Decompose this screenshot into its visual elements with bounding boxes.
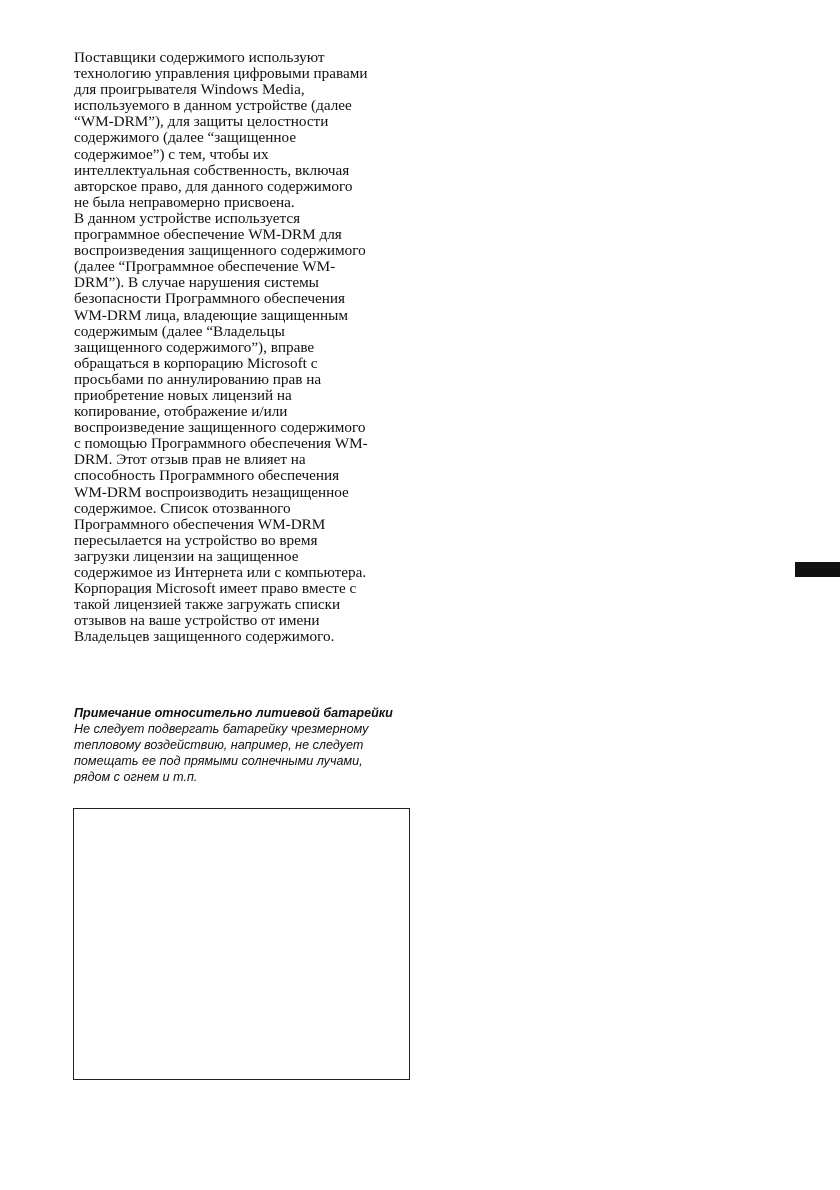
text-line: содержимое. Список отозванного [74, 499, 291, 517]
text-line: просьбами по аннулированию прав на [74, 370, 322, 388]
drm-paragraph [74, 50, 419, 645]
text-line: Владельцев защищенного содержимого. [74, 628, 335, 646]
text-line: DRM”). В случае нарушения системы [74, 274, 319, 292]
text-line: используемого в данном устройстве (далее [74, 97, 352, 115]
text-line: не была неправомерно присвоена. [74, 193, 295, 211]
text-line: защищенного содержимого”), вправе [74, 338, 315, 356]
text-line: Программного обеспечения WM-DRM [74, 515, 326, 533]
text-line: для проигрывателя Windows Media, [74, 81, 305, 99]
text-line: В данном устройстве используется [74, 209, 301, 227]
text-line: WM-DRM воспроизводить незащищенное [74, 483, 349, 501]
text-line: технологию управления цифровыми правами [74, 65, 368, 83]
text-line: DRM. Этот отзыв прав не влияет на [74, 451, 306, 469]
note-line: Не следует подвергать батарейку чрезмерному [74, 722, 369, 736]
section-tab-marker [795, 562, 840, 577]
text-line: приобретение новых лицензий на [74, 386, 292, 404]
text-line: содержимым (далее “Владельцы [74, 322, 285, 340]
text-line: Поставщики содержимого используют [74, 49, 325, 66]
text-line: содержимого (далее “защищенное [74, 129, 297, 147]
battery-note-body [74, 721, 419, 785]
text-line: загрузки лицензии на защищенное [74, 547, 299, 565]
text-line: Корпорация Microsoft имеет право вместе с [74, 580, 357, 598]
text-line: содержимое”) с тем, чтобы их [74, 145, 269, 163]
battery-note [74, 705, 419, 785]
text-line: (далее “Программное обеспечение WM- [74, 258, 336, 276]
text-line: пересылается на устройство во время [74, 531, 318, 549]
note-line: помещать ее под прямыми солнечными лучами, [74, 754, 363, 768]
text-line: такой лицензией также загружать списки [74, 596, 341, 614]
empty-frame-box [73, 808, 410, 1080]
text-line: программное обеспечение WM-DRM для [74, 226, 342, 244]
text-line: отзывов на ваше устройство от имени [74, 612, 320, 630]
text-line: интеллектуальная собственность, включая [74, 161, 350, 179]
text-line: содержимое из Интернета или с компьютера. [74, 564, 367, 581]
text-line: способность Программного обеспечения [74, 467, 340, 485]
text-line: безопасности Программного обеспечения [74, 290, 345, 308]
text-line: “WM-DRM”), для защиты целостности [74, 113, 329, 131]
text-line: с помощью Программного обеспечения WM- [74, 435, 368, 453]
text-line: воспроизведения защищенного содержимого [74, 242, 366, 260]
text-line: воспроизведение защищенного содержимого [74, 419, 366, 437]
text-line: копирование, отображение и/или [74, 403, 288, 421]
note-line: рядом с огнем и т.п. [74, 770, 198, 784]
note-line: тепловому воздействию, например, не следует [74, 738, 364, 752]
battery-note-title: Примечание относительно литиевой батарейки [74, 706, 393, 720]
text-line: авторское право, для данного содержимого [74, 177, 353, 195]
text-line: WM-DRM лица, владеющие защищенным [74, 306, 348, 324]
text-line: обращаться в корпорацию Microsoft с [74, 354, 318, 372]
